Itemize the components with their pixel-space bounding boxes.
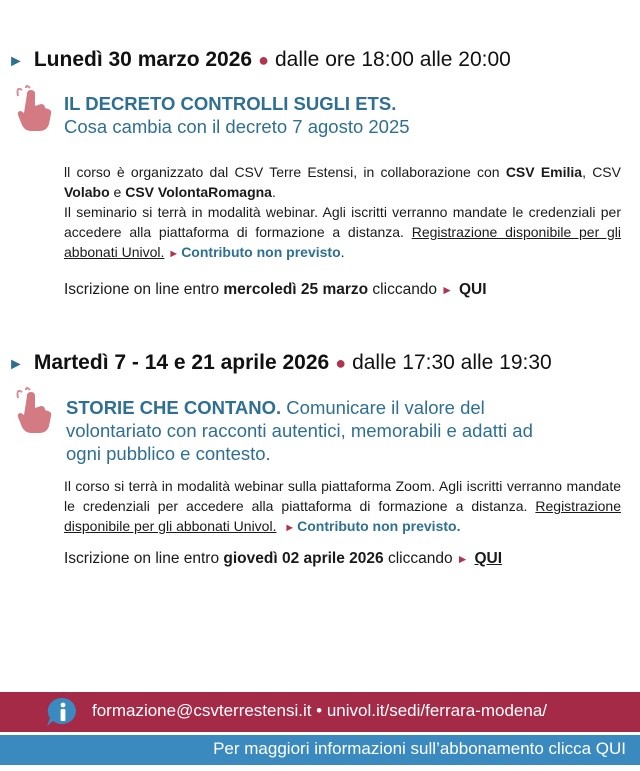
subscription-info-link[interactable]: Per maggiori informazioni sull’abbonamento clicca QUI: [213, 739, 626, 758]
event1-partner: CSV Emilia: [505, 164, 583, 180]
event1-registration-link[interactable]: Registrazione disponibile per gli abbonati Univol.: [64, 224, 621, 260]
event2-qui-link[interactable]: QUI: [474, 550, 503, 567]
triangle-right-icon: ►: [168, 248, 180, 260]
event2-reg-deadline: giovedì 02 aprile 2026: [223, 550, 384, 567]
event2-heading: [8, 351, 552, 375]
triangle-right-icon: ►: [8, 356, 24, 373]
event2-webinar-text: Il corso si terrà in modalità webinar sulla piattaforma Zoom. Agli iscritti verranno mandate le credenziali per accedere alla piattaforma di formazione a distanza.: [64, 478, 621, 514]
contacts-bar: [0, 692, 640, 732]
event1-subtitle: Cosa cambia con il decreto 7 agosto 2025: [64, 116, 410, 137]
event1-text: ll corso è organizzato dal CSV Terre Estensi, in collaborazione con: [64, 164, 506, 180]
event1-partner: Volabo: [64, 184, 110, 200]
bullet-dot: ●: [335, 353, 347, 373]
event1-text: e: [109, 184, 126, 200]
event1-reg-text: cliccando: [368, 281, 438, 298]
event2-reg-text: Iscrizione on line entro: [64, 550, 224, 567]
event1-qui-link[interactable]: QUI: [458, 281, 487, 298]
event2-title-rest: Comunicare il valore del volontariato con racconti autentici, memorabili e adatti ad ogni pubblico e contesto.: [66, 397, 533, 464]
info-icon: [46, 696, 78, 728]
event1-title: [64, 92, 624, 138]
event2-registration: [64, 550, 502, 568]
event1-time: dalle ore 18:00 alle 20:00: [274, 48, 511, 71]
event1-partner: CSV VolontaRomagna: [125, 184, 272, 200]
event2-contribution-text: Contributo non previsto.: [297, 518, 461, 534]
triangle-right-icon: ►: [441, 283, 453, 297]
event1-title-bold: IL DECRETO CONTROLLI SUGLI ETS.: [64, 93, 397, 114]
event1-date: Lunedì 30 marzo 2026: [33, 48, 253, 71]
pointing-hand-icon: [12, 386, 56, 434]
triangle-right-icon: ►: [284, 522, 296, 534]
event2-reg-text: cliccando: [383, 550, 453, 567]
event1-registration: [64, 281, 487, 299]
event2-title: [66, 396, 566, 465]
event2-title-bold: STORIE CHE CONTANO.: [66, 397, 282, 418]
event2-description: [64, 476, 621, 538]
event1-text: , CSV: [582, 164, 621, 180]
event2-registration-link[interactable]: Registrazione disponibile per gli abbonati Univol.: [64, 498, 621, 534]
event1-reg-deadline: mercoledì 25 marzo: [223, 281, 369, 298]
bullet-dot: ●: [258, 50, 269, 70]
event1-heading: [8, 48, 511, 72]
event1-description: [64, 162, 621, 264]
event1-contribution: [168, 244, 340, 260]
event1-reg-text: Iscrizione on line entro: [64, 281, 224, 298]
triangle-right-icon: ►: [456, 552, 469, 566]
event1-webinar-text: Il seminario si terrà in modalità webinar. Agli iscritti verranno mandate le credenziali per accedere alla piattaforma di formazione a distanza.: [64, 204, 621, 240]
event1-text: .: [340, 244, 345, 260]
contacts-text[interactable]: formazione@csvterrestensi.it • univol.it/sedi/ferrara-modena/: [92, 701, 547, 720]
triangle-right-icon: ►: [8, 53, 24, 70]
event2-contribution: [284, 518, 460, 534]
event1-contribution-text: Contributo non previsto: [181, 244, 341, 260]
event2-date: Martedì 7 - 14 e 21 aprile 2026: [33, 351, 330, 374]
event2-time: dalle 17:30 alle 19:30: [352, 351, 552, 374]
event1-text: .: [271, 184, 276, 200]
pointing-hand-icon: [12, 84, 56, 132]
subscription-info-bar[interactable]: [0, 735, 640, 765]
